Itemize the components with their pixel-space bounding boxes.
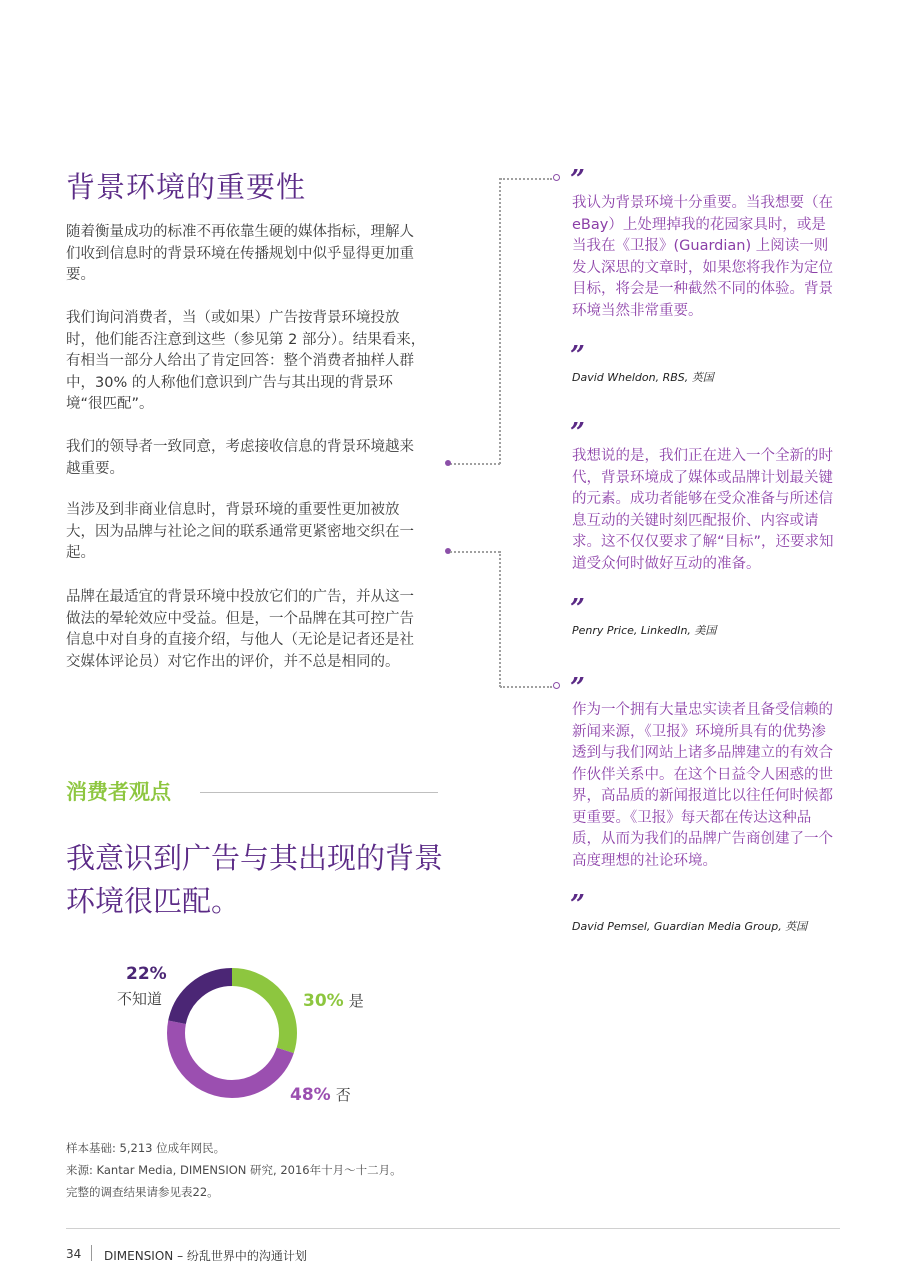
quote-mark-icon: ” (570, 341, 585, 371)
donut-chart (164, 965, 300, 1101)
legend-dontknow (126, 964, 167, 984)
body-paragraph-2: 我们询问消费者，当（或如果）广告按背景环境投放时，他们能否注意到这些（参见第 2 部分）。结果看来，有相当一部分人给出了肯定回答：整个消费者抽样人群中，30% 的人称他们意识到广告与其出现的背景环境“很匹配”。 (66, 310, 426, 412)
body-paragraph-1: 随着衡量成功的标准不再依靠生硬的媒体指标，理解人们收到信息时的背景环境在传播规划中似乎显得更加重要。 (66, 224, 414, 283)
consumer-view-heading: 消费者观点 (66, 780, 171, 804)
no-percent: 48% (290, 1085, 331, 1105)
connector-line (500, 686, 552, 688)
footer-separator (91, 1245, 92, 1261)
quote-mark-icon: ” (570, 673, 585, 703)
note-sample: 样本基础: 5,213 位成年网民。 (66, 1141, 226, 1155)
note-source: 来源: Kantar Media, DIMENSION 研究, 2016年十月～十二月。 (66, 1163, 402, 1177)
body-paragraph-3: 我们的领导者一致同意，考虑接收信息的背景环境越来越重要。 (66, 439, 414, 477)
quote-mark-icon: ” (570, 418, 585, 448)
body-paragraph-5: 品牌在最适宜的背景环境中投放它们的广告，并从这一做法的晕轮效应中受益。但是，一个品牌在其可控广告信息中对自身的直接介绍，与他人（无论是记者还是社交媒体评论员）对它作出的评价，并不总是相同的。 (66, 589, 414, 670)
footer-divider (66, 1228, 840, 1229)
note-table-ref: 完整的调查结果请参见表22。 (66, 1185, 219, 1199)
connector-line (499, 178, 501, 464)
yes-percent: 30% (303, 991, 344, 1011)
survey-headline: 我意识到广告与其出现的背景环境很匹配。 (66, 841, 444, 918)
legend-no (290, 1084, 351, 1105)
dontknow-label: 不知道 (117, 990, 163, 1008)
quote-3-text: 作为一个拥有大量忠实读者且备受信赖的新闻来源，《卫报》环境所具有的优势渗透到与我们网站上诸多品牌建立的有效合作伙伴关系中。在这个日益令人困惑的世界，高品质的新闻报道比以往任何时候都更重要。《卫报》每天都在传达这种品质，从而为我们的品牌广告商创建了一个高度理想的社论环境。 (572, 702, 833, 869)
page-number: 34 (66, 1247, 82, 1261)
quote-2-text: 我想说的是，我们正在进入一个全新的时代，背景环境成了媒体或品牌计划最关键的元素。成功者能够在受众准备与所述信息互动的关键时刻匹配报价、内容或请求。这不仅仅要求了解“目标”，还要求知道受众何时做好互动的准备。 (572, 448, 834, 572)
connector-line (450, 463, 500, 465)
quote-3-attribution: David Pemsel, Guardian Media Group, 英国 (572, 920, 808, 933)
dontknow-percent: 22% (126, 964, 167, 984)
quote-mark-icon: ” (570, 594, 585, 624)
quote-1-text: 我认为背景环境十分重要。当我想要（在 eBay）上处理掉我的花园家具时，或是当我在《卫报》(Guardian) 上阅读一则发人深思的文章时，如果您将我作为定位目标，将会是一种截然不同的体验。背景环境当然非常重要。 (572, 195, 833, 319)
quote-mark-icon: ” (570, 165, 585, 195)
connector-start-dot (445, 460, 451, 466)
quote-mark-icon: ” (570, 890, 585, 920)
quote-1-attribution: David Wheldon, RBS, 英国 (572, 371, 714, 384)
connector-line (450, 551, 500, 553)
no-label: 否 (335, 1086, 351, 1104)
connector-end-dot (553, 174, 560, 181)
quote-2-attribution: Penry Price, LinkedIn, 美国 (572, 624, 717, 637)
legend-yes (303, 990, 364, 1011)
yes-label: 是 (348, 992, 364, 1010)
connector-line (499, 551, 501, 687)
footer-brand: DIMENSION – 纷乱世界中的沟通计划 (104, 1249, 307, 1263)
section-title: 背景环境的重要性 (66, 170, 307, 204)
connector-line (500, 178, 552, 180)
body-paragraph-4: 当涉及到非商业信息时，背景环境的重要性更加被放大，因为品牌与社论之间的联系通常更紧密地交织在一起。 (66, 502, 414, 561)
connector-end-dot (553, 682, 560, 689)
heading-divider (200, 792, 438, 793)
